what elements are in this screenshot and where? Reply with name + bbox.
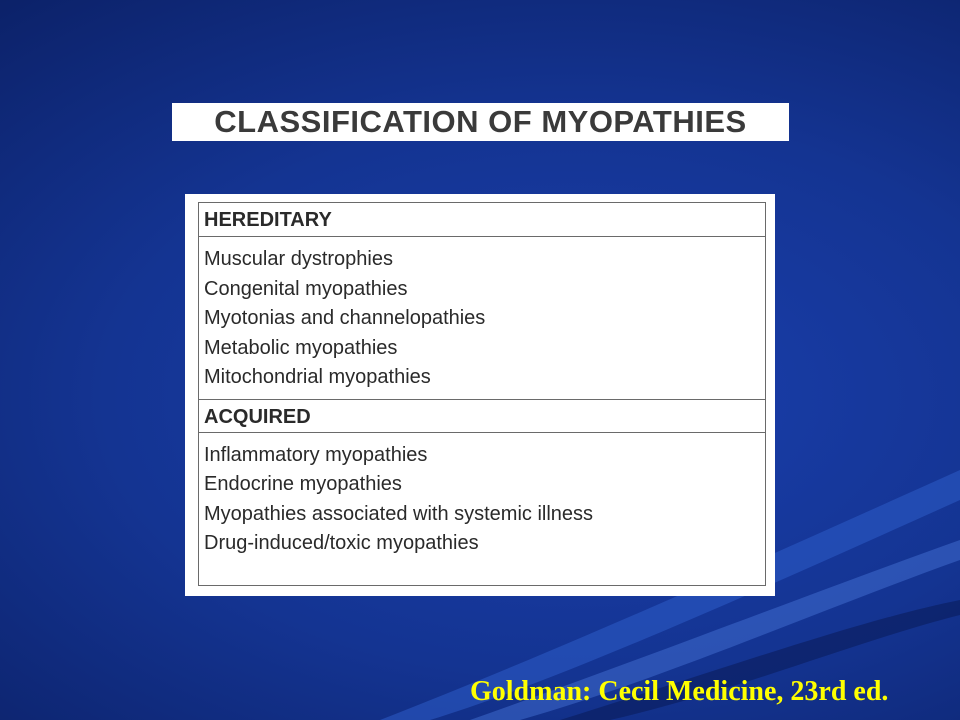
slide-title: CLASSIFICATION OF MYOPATHIES	[214, 104, 747, 139]
list-item: Drug-induced/toxic myopathies	[204, 532, 479, 554]
citation: Goldman: Cecil Medicine, 23rd ed.	[470, 676, 889, 707]
section-heading-acquired: ACQUIRED	[199, 399, 765, 433]
hereditary-list	[199, 237, 765, 399]
section-heading-hereditary: HEREDITARY	[199, 203, 765, 237]
list-item: Myopathies associated with systemic illness	[204, 502, 594, 525]
list-item: Endocrine myopathies	[204, 473, 402, 495]
list-item: Inflammatory myopathies	[204, 443, 428, 466]
list-item: Mitochondrial myopathies	[204, 366, 431, 388]
list-item: Myotonias and channelopathies	[204, 307, 486, 329]
list-item: Muscular dystrophies	[204, 248, 393, 270]
acquired-list	[199, 433, 765, 565]
title-banner	[172, 103, 789, 141]
classification-table	[185, 194, 775, 596]
list-item: Metabolic myopathies	[204, 336, 398, 359]
table-frame	[198, 202, 766, 586]
list-item: Congenital myopathies	[204, 277, 408, 300]
